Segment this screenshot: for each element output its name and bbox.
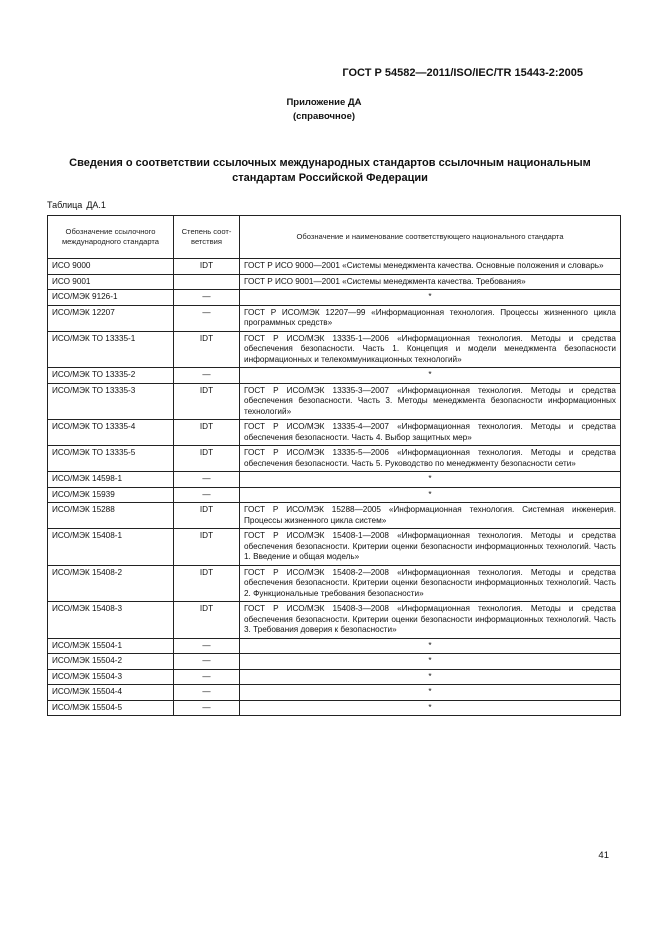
table-row bbox=[48, 654, 621, 670]
cell-national-standard: ГОСТ Р ИСО/МЭК 12207—99 «Информационная технология. Процессы жизненного цикла программных средств» bbox=[240, 305, 621, 331]
table-header-row bbox=[48, 216, 621, 259]
cell-degree: — bbox=[174, 487, 240, 503]
cell-degree: — bbox=[174, 290, 240, 306]
table-row bbox=[48, 290, 621, 306]
cell-national-standard: * bbox=[240, 685, 621, 701]
cell-international-standard: ИСО/МЭК 15408-3 bbox=[48, 602, 174, 639]
cell-national-standard: ГОСТ Р ИСО/МЭК 15408-2—2008 «Информационная технология. Методы и средства обеспечения безопасности. Критерии оценки безопасности информационных технологий. Часть 2. Функциональные требования безопасности» bbox=[240, 565, 621, 602]
cell-international-standard: ИСО/МЭК 14598-1 bbox=[48, 472, 174, 488]
cell-degree: IDT bbox=[174, 420, 240, 446]
table-row bbox=[48, 420, 621, 446]
cell-international-standard: ИСО 9001 bbox=[48, 274, 174, 290]
cell-degree: IDT bbox=[174, 331, 240, 368]
cell-national-standard: ГОСТ Р ИСО 9001—2001 «Системы менеджмента качества. Требования» bbox=[240, 274, 621, 290]
table-row bbox=[48, 472, 621, 488]
cell-degree: IDT bbox=[174, 602, 240, 639]
table-row bbox=[48, 685, 621, 701]
cell-international-standard: ИСО/МЭК 15504-5 bbox=[48, 700, 174, 716]
table-row bbox=[48, 565, 621, 602]
cell-degree: IDT bbox=[174, 446, 240, 472]
appendix-heading bbox=[0, 96, 661, 124]
table-row bbox=[48, 331, 621, 368]
cell-degree: — bbox=[174, 305, 240, 331]
table-row bbox=[48, 368, 621, 384]
cell-national-standard: ГОСТ Р ИСО/МЭК 13335-5—2006 «Информационная технология. Методы и средства обеспечения безопасности. Часть 5. Руководство по менеджменту безопасности сети» bbox=[240, 446, 621, 472]
cell-international-standard: ИСО/МЭК 15288 bbox=[48, 503, 174, 529]
cell-international-standard: ИСО/МЭК ТО 13335-5 bbox=[48, 446, 174, 472]
cell-national-standard: ГОСТ Р ИСО/МЭК 15288—2005 «Информационная технология. Системная инженерия. Процессы жизненного цикла систем» bbox=[240, 503, 621, 529]
table-row bbox=[48, 602, 621, 639]
table-row bbox=[48, 503, 621, 529]
cell-international-standard: ИСО/МЭК 15408-2 bbox=[48, 565, 174, 602]
table-row bbox=[48, 638, 621, 654]
cell-international-standard: ИСО/МЭК 12207 bbox=[48, 305, 174, 331]
cell-national-standard: * bbox=[240, 368, 621, 384]
table-body bbox=[48, 259, 621, 716]
cell-national-standard: ГОСТ Р ИСО/МЭК 13335-1—2006 «Информационная технология. Методы и средства обеспечения безопасности. Часть 1. Концепция и модели менеджмента безопасности информационных и телекоммуникационных технологий» bbox=[240, 331, 621, 368]
cell-degree: — bbox=[174, 669, 240, 685]
cell-international-standard: ИСО 9000 bbox=[48, 259, 174, 275]
cell-national-standard: ГОСТ Р ИСО 9000—2001 «Системы менеджмента качества. Основные положения и словарь» bbox=[240, 259, 621, 275]
table-caption-label: Таблица bbox=[47, 200, 83, 210]
cell-international-standard: ИСО/МЭК 15504-3 bbox=[48, 669, 174, 685]
cell-national-standard: * bbox=[240, 472, 621, 488]
table-caption bbox=[47, 200, 106, 210]
cell-degree: — bbox=[174, 654, 240, 670]
cell-national-standard: * bbox=[240, 290, 621, 306]
appendix-subtitle: (справочное) bbox=[292, 111, 356, 122]
cell-degree bbox=[174, 274, 240, 290]
table-row bbox=[48, 274, 621, 290]
cell-degree: — bbox=[174, 472, 240, 488]
cell-degree: IDT bbox=[174, 565, 240, 602]
cell-degree: IDT bbox=[174, 503, 240, 529]
cell-national-standard: * bbox=[240, 638, 621, 654]
cell-international-standard: ИСО/МЭК ТО 13335-4 bbox=[48, 420, 174, 446]
section-title bbox=[40, 156, 620, 186]
cell-national-standard: * bbox=[240, 700, 621, 716]
cell-national-standard: * bbox=[240, 487, 621, 503]
table-row bbox=[48, 487, 621, 503]
cell-degree: — bbox=[174, 700, 240, 716]
cell-national-standard: ГОСТ Р ИСО/МЭК 15408-1—2008 «Информационная технология. Методы и средства обеспечения безопасности. Критерии оценки безопасности информационных технологий. Часть 1. Введение и общая модель» bbox=[240, 529, 621, 566]
standards-table bbox=[47, 215, 621, 716]
document-number: ГОСТ Р 54582—2011/ISO/IEC/TR 15443-2:2005 bbox=[342, 67, 583, 79]
cell-national-standard: ГОСТ Р ИСО/МЭК 15408-3—2008 «Информационная технология. Методы и средства обеспечения безопасности. Критерии оценки безопасности информационных технологий. Часть 3. Требования доверия к безопасности» bbox=[240, 602, 621, 639]
table-caption-number: ДА.1 bbox=[86, 200, 106, 210]
cell-international-standard: ИСО/МЭК 15504-2 bbox=[48, 654, 174, 670]
cell-degree: — bbox=[174, 638, 240, 654]
header-national-standard: Обозначение и наименование соответствующего национального стандарта bbox=[240, 216, 621, 259]
cell-international-standard: ИСО/МЭК ТО 13335-3 bbox=[48, 383, 174, 420]
section-title-line1: Сведения о соответствии ссылочных международных стандартов ссылочным национальным bbox=[69, 157, 591, 169]
cell-degree: IDT bbox=[174, 259, 240, 275]
appendix-title: Приложение ДА bbox=[286, 97, 362, 108]
cell-international-standard: ИСО/МЭК ТО 13335-1 bbox=[48, 331, 174, 368]
table-row bbox=[48, 669, 621, 685]
cell-degree: IDT bbox=[174, 383, 240, 420]
cell-national-standard: ГОСТ Р ИСО/МЭК 13335-3—2007 «Информационная технология. Методы и средства обеспечения безопасности. Часть 3. Методы менеджмента безопасности информационных технологий» bbox=[240, 383, 621, 420]
table-row bbox=[48, 305, 621, 331]
table-row bbox=[48, 446, 621, 472]
table-row bbox=[48, 700, 621, 716]
cell-international-standard: ИСО/МЭК ТО 13335-2 bbox=[48, 368, 174, 384]
cell-international-standard: ИСО/МЭК 15939 bbox=[48, 487, 174, 503]
page-number: 41 bbox=[598, 850, 609, 861]
section-title-line2: стандартам Российской Федерации bbox=[232, 172, 428, 184]
table-row bbox=[48, 259, 621, 275]
cell-national-standard: * bbox=[240, 654, 621, 670]
table-row bbox=[48, 383, 621, 420]
header-degree-of-conformity: Степень соот-ветствия bbox=[174, 216, 240, 259]
table-row bbox=[48, 529, 621, 566]
cell-degree: IDT bbox=[174, 529, 240, 566]
cell-national-standard: * bbox=[240, 669, 621, 685]
cell-international-standard: ИСО/МЭК 15504-1 bbox=[48, 638, 174, 654]
cell-international-standard: ИСО/МЭК 9126-1 bbox=[48, 290, 174, 306]
header-international-standard: Обозначение ссылочного международного стандарта bbox=[48, 216, 174, 259]
cell-international-standard: ИСО/МЭК 15408-1 bbox=[48, 529, 174, 566]
cell-international-standard: ИСО/МЭК 15504-4 bbox=[48, 685, 174, 701]
cell-degree: — bbox=[174, 685, 240, 701]
cell-national-standard: ГОСТ Р ИСО/МЭК 13335-4—2007 «Информационная технология. Методы и средства обеспечения безопасности. Часть 4. Выбор защитных мер» bbox=[240, 420, 621, 446]
cell-degree: — bbox=[174, 368, 240, 384]
